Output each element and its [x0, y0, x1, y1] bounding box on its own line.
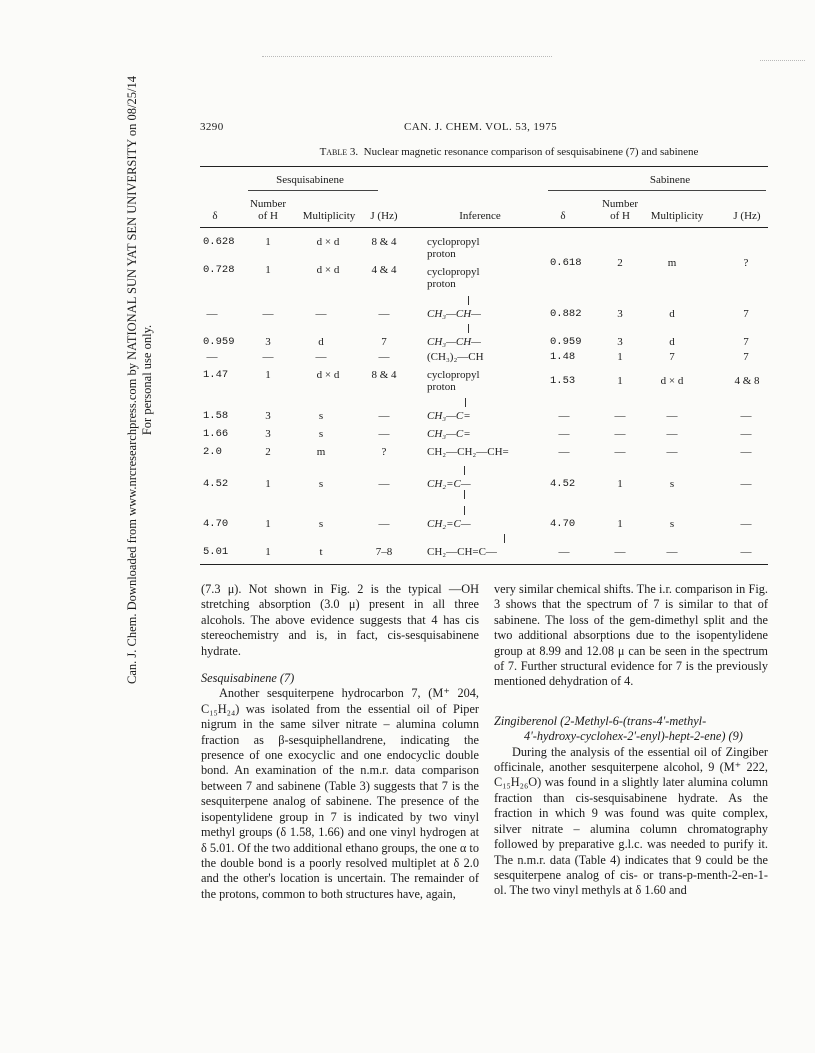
table-cell: 4 & 4 — [371, 264, 397, 276]
table-cell: CH₃—C= — [427, 410, 471, 422]
table-cell: 4.70 — [550, 518, 576, 530]
right-column — [494, 582, 768, 899]
group-rule-right — [548, 190, 766, 191]
section-heading-zingiberenol-2: 4'-hydroxy-cyclohex-2'-enyl)-hept-2-ene) (9) — [524, 729, 743, 744]
group-right-heading: Sabinene — [649, 174, 691, 186]
page-number: 3290 — [200, 121, 224, 133]
table-cell: — — [378, 308, 390, 320]
table-cell: d × d — [316, 236, 340, 248]
table-cell: ? — [743, 257, 749, 269]
col-multiplicity-left: Multiplicity — [302, 210, 356, 222]
table-cell: 3 — [265, 410, 271, 422]
table-cell: 0.959 — [203, 336, 235, 348]
table-cell: 1.48 — [550, 351, 576, 363]
table-cell: d × d — [316, 369, 340, 381]
table-cell: — — [740, 428, 752, 440]
col-ofh-label: of H — [258, 210, 278, 222]
bond-mark — [464, 466, 465, 475]
table-cell: 4.52 — [550, 478, 576, 490]
col-number-label: Number — [249, 198, 287, 210]
table-cell: s — [669, 518, 675, 530]
table-cell: m — [316, 446, 326, 458]
table-cell: 7 — [743, 308, 749, 320]
right-paragraph-2: During the analysis of the essential oil of Zingiber officinale, another sesquiterpene alcohol, 9 (M⁺ 222, C₁₅H₂₆O) was found in a slightly later alumina column fraction than cis-sesquisabinene hydrate. As the fraction in which 9 was found was quite complex, silver nitrate – alumina column chromatography followed by preparative g.l.c. was needed to purify it. The n.m.r. data (Table 4) indicates that 9 could be the sesquiterpene analog of cis- or trans-p-menth-2-en-1-ol. The two vinyl methyls at δ 1.60 and — [494, 744, 768, 898]
table-cell: 2.0 — [203, 446, 222, 458]
table-cell: — — [378, 351, 390, 363]
table-cell: 0.882 — [550, 308, 582, 320]
table-cell: d × d — [316, 264, 340, 276]
group-rule-left — [248, 190, 378, 191]
table-cell: — — [740, 518, 752, 530]
table-cell: 3 — [265, 336, 271, 348]
table-cell: 3 — [265, 428, 271, 440]
table-cell: 1.47 — [203, 369, 229, 381]
table-cell: — — [558, 410, 570, 422]
table-cell: — — [378, 428, 390, 440]
table-cell: 8 & 4 — [371, 369, 397, 381]
col-ofh-label: of H — [610, 210, 630, 222]
section-heading-zingiberenol-1: Zingiberenol (2-Methyl-6-(trans-4'-methyl- — [494, 713, 707, 728]
table-cell: — — [262, 351, 274, 363]
table-cell: 1 — [265, 264, 271, 276]
table-cell: 1 — [617, 478, 623, 490]
bond-mark — [468, 296, 469, 305]
left-paragraph-1: (7.3 μ). Not shown in Fig. 2 is the typical —OH stretching absorption (3.0 μ) present in all three alcohols. The above evidence suggests that 4 has cis stereochemistry and is, in fact, cis-sesquisabinene hydrate. — [201, 582, 479, 658]
table-cell: — — [262, 308, 274, 320]
table-cell: 7 — [669, 351, 675, 363]
table-cell: 1.58 — [203, 410, 229, 422]
table-cell: 2 — [265, 446, 271, 458]
table-cell: proton — [427, 278, 456, 290]
table-cell: — — [666, 546, 678, 558]
col-j-right: J (Hz) — [733, 210, 761, 222]
table-cell: 1 — [617, 351, 623, 363]
table-cell: — — [315, 351, 327, 363]
table-cell: — — [666, 428, 678, 440]
table-cell: ? — [381, 446, 387, 458]
table-cell: cyclopropyl — [427, 236, 480, 248]
table-cell: 4.70 — [203, 518, 229, 530]
table-cell: s — [318, 410, 324, 422]
table-cell: 1 — [265, 518, 271, 530]
table-cell: CH₂—CH=C— — [427, 546, 497, 558]
table-cell: s — [318, 428, 324, 440]
table-cell: — — [315, 308, 327, 320]
col-number-right — [600, 198, 640, 222]
section-heading-sesquisabinene: Sesquisabinene (7) — [201, 671, 295, 686]
table-caption-text: Nuclear magnetic resonance comparison of sesquisabinene (7) and sabinene — [363, 146, 699, 158]
table-label: Table 3. — [319, 146, 359, 158]
col-delta-right: δ — [560, 210, 566, 222]
right-paragraph-1: very similar chemical shifts. The i.r. comparison in Fig. 3 shows that the spectrum of 7 is similar to that of sabinene. The loss of the gem-dimethyl split and the two additional absorptions due to the isopentylidene group at 8.99 and 12.08 μ can be seen in the spectrum of 7. Further structural evidence for 7 is the previously mentioned dehydration of 4. — [494, 582, 768, 689]
table-cell: — — [740, 546, 752, 558]
table-cell: 7 — [743, 336, 749, 348]
table-cell: cyclopropyl — [427, 369, 480, 381]
table-cell: — — [558, 446, 570, 458]
table-cell: — — [614, 410, 626, 422]
table-cell: d — [669, 336, 675, 348]
col-j-left: J (Hz) — [370, 210, 398, 222]
table-cell: 4 & 8 — [734, 375, 760, 387]
table-cell: — — [558, 428, 570, 440]
table-cell: CH₃—CH— — [427, 336, 481, 348]
bond-mark — [504, 534, 505, 543]
table-cell: 7–8 — [375, 546, 393, 558]
col-multiplicity-right: Multiplicity — [650, 210, 704, 222]
table-cell: 7 — [743, 351, 749, 363]
table-cell: 1 — [617, 375, 623, 387]
table-cell: — — [740, 478, 752, 490]
table-cell: 0.728 — [203, 264, 235, 276]
table-cell: — — [378, 518, 390, 530]
table-cell: CH₂=C— — [427, 478, 471, 490]
table-cell: 4.52 — [203, 478, 229, 490]
table-cell: cyclopropyl — [427, 266, 480, 278]
bond-mark — [468, 324, 469, 333]
table-cell: CH₂—CH₂—CH= — [427, 446, 509, 458]
bond-mark — [464, 506, 465, 515]
table-cell: — — [666, 410, 678, 422]
table-cell: 3 — [617, 308, 623, 320]
left-column — [201, 582, 479, 902]
scan-artifact — [262, 56, 552, 57]
table-cell: — — [614, 428, 626, 440]
table-cell: 1.66 — [203, 428, 229, 440]
table-cell: — — [614, 546, 626, 558]
group-left-heading: Sesquisabinene — [276, 174, 344, 186]
col-delta-left: δ — [212, 210, 218, 222]
table-cell: t — [319, 546, 323, 558]
table-cell: — — [206, 308, 218, 320]
table-cell: 1 — [265, 369, 271, 381]
left-paragraph-2: Another sesquiterpene hydrocarbon 7, (M⁺ 204, C₁₅H₂₄) was isolated from the essential oil of Piper nigrum in the same silver nitrate – alumina column fraction as β-sesquiphellandrene, indicating the presence of one exocyclic and one endocyclic double bond. An examination of the n.m.r. data comparison between 7 and sabinene (Table 3) suggests that 7 is the sesquiterpene analog of sabinene. The presence of the isopentylidene group in 7 is indicated by two vinyl methyl groups (δ 1.58, 1.66) and one vinyl hydrogen at δ 5.01. Of the two additional ethano groups, the one α to the double bond is a poorly resolved multiplet at δ 2.0 and the other's location is uncertain. The remainder of the protons, common to both structures have, again, — [201, 686, 479, 901]
download-notice — [125, 60, 155, 700]
scan-artifact — [760, 60, 805, 61]
table-cell: 0.628 — [203, 236, 235, 248]
download-notice-line2: For personal use only. — [140, 324, 154, 436]
table-cell: — — [740, 410, 752, 422]
table-cell: proton — [427, 248, 456, 260]
table-cell: 1 — [265, 236, 271, 248]
table-top-rule — [200, 166, 768, 167]
table-cell: 1 — [617, 518, 623, 530]
table-cell: 1 — [265, 478, 271, 490]
table-cell: d × d — [660, 375, 684, 387]
table-bottom-rule — [200, 564, 768, 565]
table-cell: CH₃—CH— — [427, 308, 481, 320]
table-cell: 8 & 4 — [371, 236, 397, 248]
table-cell: — — [558, 546, 570, 558]
running-head: CAN. J. CHEM. VOL. 53, 1975 — [404, 121, 557, 133]
table-cell: — — [666, 446, 678, 458]
table-cell: CH₂=C— — [427, 518, 471, 530]
table-cell: — — [206, 351, 218, 363]
table-cell: 2 — [617, 257, 623, 269]
table-cell: 1 — [265, 546, 271, 558]
table-cell: s — [669, 478, 675, 490]
bond-mark — [465, 398, 466, 407]
table-caption — [253, 146, 765, 158]
table-cell: proton — [427, 381, 456, 393]
table-cell: CH₃—C= — [427, 428, 471, 440]
col-inference: Inference — [459, 210, 501, 222]
table-cell: 0.959 — [550, 336, 582, 348]
table-cell: s — [318, 478, 324, 490]
download-notice-line1: Can. J. Chem. Downloaded from www.nrcresearchpress.com by NATIONAL SUN YAT SEN UNIVERSITY on 08/25/14 — [125, 76, 139, 684]
table-header-rule — [200, 227, 768, 228]
table-cell: — — [740, 446, 752, 458]
table-cell: 5.01 — [203, 546, 229, 558]
table-cell: m — [667, 257, 677, 269]
table-cell: 1.53 — [550, 375, 576, 387]
col-number-left — [248, 198, 288, 222]
bond-mark — [464, 490, 465, 499]
table-cell: 3 — [617, 336, 623, 348]
table-cell: d — [669, 308, 675, 320]
table-cell: d — [318, 336, 324, 348]
col-number-label: Number — [601, 198, 639, 210]
table-cell: — — [614, 446, 626, 458]
table-cell: — — [378, 478, 390, 490]
table-cell: 0.618 — [550, 257, 582, 269]
table-cell: (CH₃)₂—CH — [427, 351, 484, 363]
table-cell: s — [318, 518, 324, 530]
table-cell: 7 — [381, 336, 387, 348]
table-cell: — — [378, 410, 390, 422]
